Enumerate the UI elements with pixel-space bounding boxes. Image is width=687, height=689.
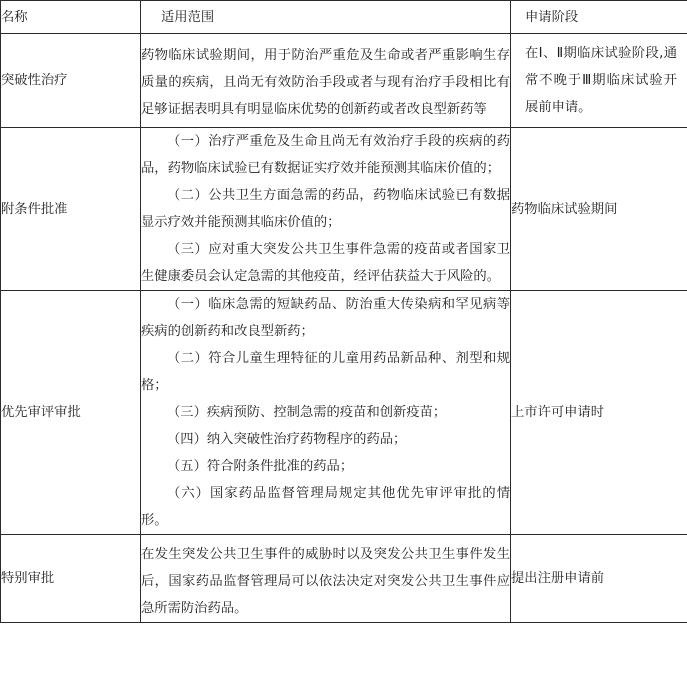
pathway-stage: 在Ⅰ、Ⅱ期临床试验阶段,通常不晚于Ⅲ期临床试验开展前申请。 — [511, 34, 687, 128]
scope-paragraph: 在发生突发公共卫生事件的威胁时以及突发公共卫生事件发生后，国家药品监督管理局可以依法决定对突发公共卫生事件应急所需防治药品。 — [141, 547, 510, 616]
scope-paragraph: （六）国家药品监督管理局规定其他优先审评审批的情形。 — [141, 486, 510, 528]
table-row — [1, 535, 687, 623]
pathway-scope — [141, 128, 511, 291]
column-header-stage: 申请阶段 — [511, 1, 687, 34]
table-row — [1, 128, 687, 291]
scope-paragraph: （一）临床急需的短缺药品、防治重大传染病和罕见病等疾病的创新药和改良型新药； — [141, 297, 510, 339]
column-header-name: 名称 — [1, 1, 141, 34]
pathway-name: 特别审批 — [1, 535, 141, 623]
pathway-scope — [141, 34, 511, 128]
pathway-stage: 药物临床试验期间 — [511, 128, 687, 291]
scope-paragraph: 药物临床试验期间，用于防治严重危及生命或者严重影响生存质量的疾病，且尚无有效防治手段或者与现有治疗手段相比有足够证据表明具有明显临床优势的创新药或者改良型新药等 — [141, 48, 510, 117]
pathway-name: 突破性治疗 — [1, 34, 141, 128]
pathway-name: 附条件批准 — [1, 128, 141, 291]
scope-paragraph: （三）应对重大突发公共卫生事件急需的疫苗或者国家卫生健康委员会认定急需的其他疫苗，经评估获益大于风险的。 — [141, 242, 510, 284]
pathway-scope — [141, 291, 511, 535]
pathway-stage: 提出注册申请前 — [511, 535, 687, 623]
pathway-scope — [141, 535, 511, 623]
table-row — [1, 34, 687, 128]
pathway-name: 优先审评审批 — [1, 291, 141, 535]
scope-paragraph: （二）公共卫生方面急需的药品，药物临床试验已有数据显示疗效并能预测其临床价值的； — [141, 188, 510, 230]
pathway-stage: 上市许可申请时 — [511, 291, 687, 535]
scope-paragraph: （一）治疗严重危及生命且尚无有效治疗手段的疾病的药品，药物临床试验已有数据证实疗效并能预测其临床价值的； — [141, 134, 510, 176]
scope-paragraph: （二）符合儿童生理特征的儿童用药品新品种、剂型和规格； — [141, 351, 510, 393]
table-row — [1, 291, 687, 535]
column-header-scope: 适用范围 — [141, 1, 511, 34]
scope-paragraph: （四）纳入突破性治疗药物程序的药品； — [167, 432, 407, 447]
table-header-row — [1, 1, 687, 34]
scope-paragraph: （五）符合附条件批准的药品； — [167, 459, 354, 474]
scope-paragraph: （三）疾病预防、控制急需的疫苗和创新疫苗； — [167, 405, 447, 420]
